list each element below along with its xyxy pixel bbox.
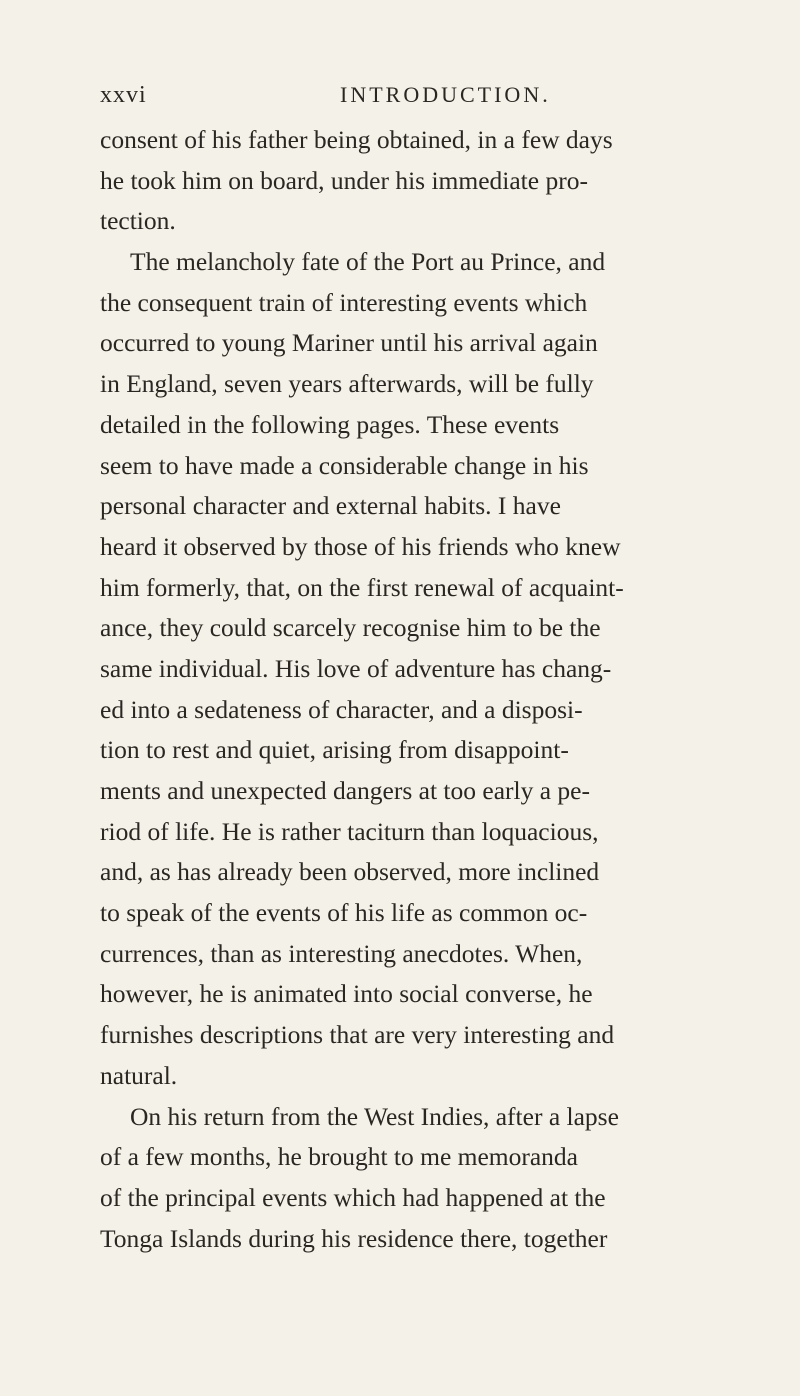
text-line: occurred to young Mariner until his arrival again [100, 328, 598, 358]
text-line: seem to have made a considerable change in his [100, 450, 589, 480]
text-line: riod of life. He is rather taciturn than loquacious, [100, 816, 599, 846]
text-line: tection. [100, 206, 176, 236]
running-title: INTRODUCTION. [340, 82, 551, 107]
text-line: same individual. His love of adventure has chang- [100, 653, 612, 683]
text-line: detailed in the following pages. These events [100, 409, 560, 439]
text-line: furnishes descriptions that are very interesting and [100, 1020, 615, 1050]
text-line: he took him on board, under his immediate pro- [100, 165, 588, 195]
text-line: currences, than as interesting anecdotes. When, [100, 938, 583, 968]
text-line: however, he is animated into social converse, he [100, 979, 593, 1009]
text-line: in England, seven years afterwards, will be fully [100, 369, 594, 399]
text-line: Tonga Islands during his residence there, together [100, 1223, 608, 1253]
text-line: the consequent train of interesting events which [100, 287, 588, 317]
text-line: and, as has already been observed, more inclined [100, 857, 600, 887]
text-line: tion to rest and quiet, arising from disappoint- [100, 735, 569, 765]
text-line: consent of his father being obtained, in a few days [100, 125, 613, 154]
running-head [100, 82, 700, 116]
text-line: heard it observed by those of his friends who knew [100, 531, 621, 561]
text-line: of the principal events which had happened at the [100, 1182, 606, 1212]
text-line: him formerly, that, on the first renewal of acquaint- [100, 572, 624, 602]
paragraph-start-line: On his return from the West Indies, after a lapse [130, 1101, 619, 1131]
page-number: xxvi [100, 82, 147, 108]
text-line: ed into a sedateness of character, and a disposi- [100, 694, 583, 724]
paragraph-start-line: The melancholy fate of the Port au Prince, and [130, 247, 606, 277]
text-line: ments and unexpected dangers at too early a pe- [100, 776, 590, 805]
text-line: ance, they could scarcely recognise him to be the [100, 613, 601, 643]
body-text [100, 120, 720, 1259]
text-line: to speak of the events of his life as common oc- [100, 898, 588, 928]
text-line: natural. [100, 1060, 178, 1090]
text-line: of a few months, he brought to me memoranda [100, 1142, 579, 1172]
text-line: personal character and external habits. I have [100, 491, 561, 521]
